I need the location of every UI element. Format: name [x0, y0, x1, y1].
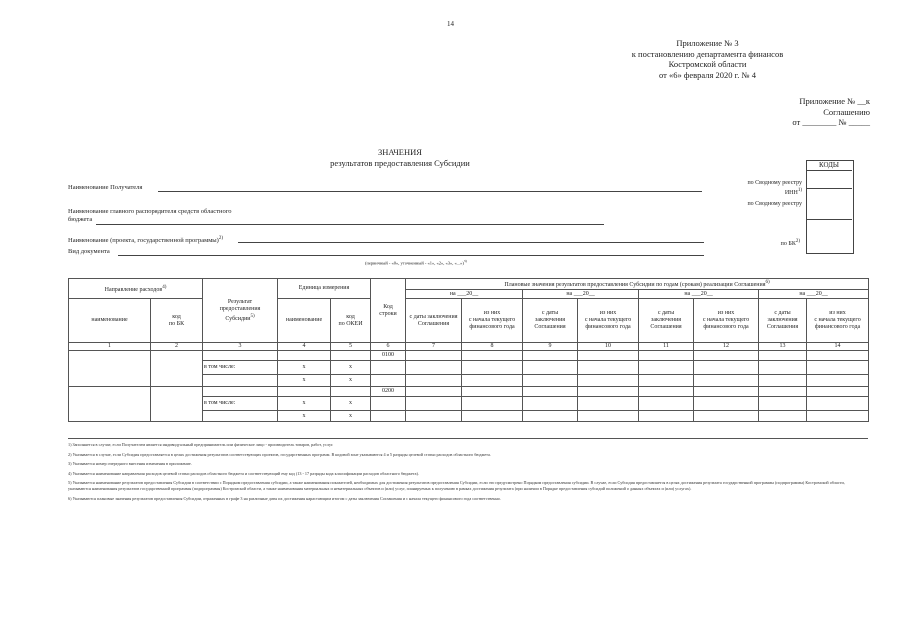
cell-code-bk[interactable] — [151, 387, 203, 422]
cell-value[interactable] — [406, 397, 462, 411]
col-number: 9 — [523, 343, 578, 351]
cell-direction-name[interactable] — [69, 387, 151, 422]
cell-line: 0100 — [371, 351, 406, 361]
cell-result[interactable]: в том числе: — [203, 397, 278, 411]
th-of-them-line: из них — [717, 310, 735, 316]
cell-code-bk[interactable] — [151, 351, 203, 387]
cell-value[interactable] — [807, 387, 869, 397]
cell-value[interactable] — [759, 361, 807, 375]
th-result — [203, 279, 278, 343]
th-from-date — [406, 299, 462, 343]
th-of-them-line: с начала текущего — [468, 317, 516, 323]
cell-value[interactable] — [523, 361, 578, 375]
cell-value[interactable] — [807, 375, 869, 387]
cell-value[interactable] — [578, 375, 639, 387]
cell-value[interactable] — [694, 351, 759, 361]
th-of-them-line: финансового года — [814, 324, 861, 330]
appendix-top — [615, 38, 800, 80]
title-sub: результатов предоставления Субсидии — [330, 158, 470, 168]
field-manager-label-1: Наименование главного распорядителя средств областного — [68, 208, 232, 215]
appendix-top-line: Приложение № 3 — [676, 38, 739, 48]
cell-value[interactable] — [578, 351, 639, 361]
title-main: ЗНАЧЕНИЯ — [378, 147, 422, 157]
cell-value[interactable] — [807, 361, 869, 375]
table-row — [69, 351, 869, 361]
cell-line — [371, 397, 406, 411]
cell-result[interactable] — [203, 411, 278, 422]
cell-value[interactable] — [523, 411, 578, 422]
cell-unit: x — [278, 397, 331, 411]
footnote-ref: 6) — [765, 280, 770, 285]
document-title — [300, 147, 500, 169]
cell-value[interactable] — [807, 397, 869, 411]
th-planned — [406, 279, 869, 290]
cell-value[interactable] — [462, 411, 523, 422]
label-bk — [700, 238, 800, 248]
field-doctype-line[interactable] — [118, 255, 704, 256]
cell-value[interactable] — [462, 387, 523, 397]
th-result-line: предоставления — [219, 305, 261, 312]
cell-line — [371, 411, 406, 422]
field-project-line[interactable] — [238, 242, 704, 243]
col-number: 7 — [406, 343, 462, 351]
th-of-them-line: из них — [829, 310, 846, 316]
th-from-date-line: с даты заключения — [409, 313, 458, 320]
col-number: 6 — [371, 343, 406, 351]
th-code-bk-1: код — [172, 313, 181, 320]
cell-value[interactable] — [694, 375, 759, 387]
cell-line — [371, 361, 406, 375]
footnote: 3) Указывается номер очередного внесения изменения в приложение. — [68, 461, 192, 466]
code-cell-svod[interactable] — [806, 189, 852, 220]
field-doctype-hint — [365, 259, 467, 266]
cell-unit: x — [278, 361, 331, 375]
label-inn: ИНН — [784, 190, 798, 196]
cell-value[interactable] — [759, 411, 807, 422]
th-of-them-line: с начала текущего — [814, 317, 861, 323]
footnote-ref: 5) — [250, 313, 255, 319]
th-of-them — [807, 299, 869, 343]
appendix-top-line: от «6» февраля 2020 г. № 4 — [659, 69, 756, 80]
cell-direction-name[interactable] — [69, 351, 151, 387]
cell-okei: x — [331, 411, 371, 422]
th-of-them-line: финансового года — [585, 324, 631, 330]
field-recipient-line[interactable] — [158, 191, 702, 192]
th-unit-name: наименование — [278, 299, 331, 343]
cell-value[interactable] — [578, 397, 639, 411]
cell-result[interactable] — [203, 387, 278, 397]
appendix-top-line: Костромской области — [668, 59, 747, 69]
th-result-line: Результат — [227, 298, 253, 305]
th-of-them-line: из них — [599, 310, 617, 316]
th-from-date — [759, 299, 807, 343]
th-from-date — [523, 299, 578, 343]
cell-value[interactable] — [807, 411, 869, 422]
cell-value[interactable] — [462, 397, 523, 411]
cell-value[interactable] — [694, 397, 759, 411]
th-of-them-line: финансового года — [469, 324, 515, 330]
th-planned-text: Плановые значения результатов предоставления Субсидии по годам (срокам) реализации Соглашения — [504, 282, 766, 288]
cell-value[interactable] — [639, 387, 694, 397]
label-svod-inn — [700, 180, 802, 197]
th-unit: Единица измерения — [278, 279, 371, 299]
code-cell-bk[interactable] — [806, 220, 852, 251]
cell-okei: x — [331, 397, 371, 411]
label-bk-text: по БК — [780, 241, 796, 247]
field-manager-label-2: бюджета — [68, 216, 93, 223]
col-number: 11 — [639, 343, 694, 351]
cell-unit[interactable] — [278, 387, 331, 397]
cell-value[interactable] — [578, 387, 639, 397]
footnote-ref: 1) — [797, 188, 802, 193]
col-number: 12 — [694, 343, 759, 351]
table-row — [69, 387, 869, 397]
th-from-date-line: заключения — [534, 317, 566, 323]
cell-value[interactable] — [406, 387, 462, 397]
th-from-date-line: Соглашения — [650, 324, 682, 330]
cell-unit: x — [278, 411, 331, 422]
th-from-date-line: с даты — [774, 310, 791, 316]
th-from-date-line: Соглашения — [534, 324, 566, 330]
th-name: наименование — [69, 299, 151, 343]
th-of-them-line: с начала текущего — [584, 317, 632, 323]
col-number: 5 — [331, 343, 371, 351]
field-doctype-hint-text: (первичный - «0», уточненный - «1», «2», «3», «...») — [365, 260, 464, 266]
th-result-line: Субсидии — [225, 315, 251, 322]
field-project-text: Наименование (проекта, государственной программы) — [68, 237, 219, 245]
appendix-agreement — [760, 96, 870, 128]
notes-divider — [68, 438, 868, 439]
cell-line: 0200 — [371, 387, 406, 397]
col-number: 2 — [151, 343, 203, 351]
th-code-bk-2: по БК — [168, 320, 185, 327]
th-year: на ___20__ — [406, 290, 523, 299]
cell-value[interactable] — [523, 397, 578, 411]
th-of-them — [462, 299, 523, 343]
col-number: 1 — [69, 343, 151, 351]
cell-value[interactable] — [694, 361, 759, 375]
footnote-ref: 2) — [795, 239, 800, 244]
col-number: 4 — [278, 343, 331, 351]
th-line-code-1: Код — [383, 303, 393, 310]
col-number-row — [69, 343, 869, 351]
cell-value[interactable] — [694, 387, 759, 397]
col-number: 10 — [578, 343, 639, 351]
cell-value[interactable] — [462, 361, 523, 375]
cell-value[interactable] — [523, 375, 578, 387]
field-manager-line[interactable] — [96, 224, 604, 225]
th-from-date-line: с даты — [541, 310, 559, 316]
footnote-ref: 3) — [463, 259, 467, 263]
field-doctype-label: Вид документа — [68, 248, 110, 255]
cell-result[interactable] — [203, 351, 278, 361]
cell-value[interactable] — [759, 397, 807, 411]
cell-okei[interactable] — [331, 387, 371, 397]
th-year: на ___20__ — [523, 290, 639, 299]
col-number: 3 — [203, 343, 278, 351]
th-from-date-line: с даты — [657, 310, 675, 316]
cell-value[interactable] — [639, 397, 694, 411]
cell-value[interactable] — [639, 351, 694, 361]
footnote: 5) Указывается наименование результатов предоставления Субсидии в соответствии с Порядком предоставления субсидии, а также наименования показателей, необходимых для достижения результатов предоставления Субсидии, если это предусмотрено Порядком предоставления субсидии. В случае, если Субсидия предоставляется в целях достижения результата государственной программы (подпрограммы) Костромской области, указываются наименования результатов государственной программы (подпрограммы) Костромской области, а также наименования материальных и нематериальных объектов и (или) услуг, планируемых к получению в рамках достижения результата (при наличии в Порядке предоставления субсидий положений о данных объектах и (или) услугах). — [68, 480, 845, 491]
th-year: на ___20__ — [639, 290, 759, 299]
cell-value[interactable] — [807, 351, 869, 361]
cell-value[interactable] — [523, 351, 578, 361]
results-table — [68, 278, 869, 422]
cell-value[interactable] — [759, 387, 807, 397]
codes-header: КОДЫ — [806, 160, 852, 171]
footnote-ref: 2) — [218, 236, 224, 241]
th-from-date-line: заключения — [650, 317, 682, 323]
cell-value[interactable] — [639, 375, 694, 387]
page-number: 14 — [447, 20, 454, 28]
th-line-code-2: строки — [379, 310, 397, 317]
cell-okei[interactable] — [331, 351, 371, 361]
footnote: 6) Указываются плановые значения результатов предоставления Субсидии, отраженных в графе 3 на различные даты их достижения нарастающим итогом с даты заключения Соглашения и с начала текущего финансового года соответственно. — [68, 495, 501, 501]
th-okei — [331, 299, 371, 343]
th-from-date-line: Соглашения — [417, 320, 450, 327]
th-of-them-line: с начала текущего — [702, 317, 750, 323]
th-direction-text: Направление расходов — [104, 286, 163, 293]
cell-value[interactable] — [406, 361, 462, 375]
cell-result[interactable] — [203, 375, 278, 387]
cell-value[interactable] — [694, 411, 759, 422]
th-direction — [69, 279, 203, 299]
appendix-top-line: к постановлению департамента финансов — [631, 48, 784, 59]
footnote-ref: 4) — [162, 284, 167, 290]
col-number: 8 — [462, 343, 523, 351]
th-line-code — [371, 279, 406, 343]
footnotes — [68, 442, 868, 505]
th-code-bk — [151, 299, 203, 343]
th-from-date-line: заключения — [767, 317, 798, 323]
col-number: 13 — [759, 343, 807, 351]
th-from-date-line: Соглашения — [766, 324, 799, 330]
cell-line — [371, 375, 406, 387]
cell-value[interactable] — [578, 361, 639, 375]
cell-value[interactable] — [639, 411, 694, 422]
cell-value[interactable] — [523, 387, 578, 397]
th-okei-1: код — [346, 313, 355, 320]
th-of-them — [578, 299, 639, 343]
appendix-agreement-line: Соглашению — [823, 106, 870, 117]
th-year: на ___20__ — [759, 290, 869, 299]
field-project-label — [68, 235, 223, 245]
footnote: 1) Заполняется в случае, если Получателем является индивидуальный предприниматель или физическое лицо - производитель товаров, работ, услуг. — [68, 442, 334, 447]
th-of-them — [694, 299, 759, 343]
cell-value[interactable] — [406, 411, 462, 422]
th-from-date — [639, 299, 694, 343]
cell-value[interactable] — [639, 361, 694, 375]
cell-value[interactable] — [406, 351, 462, 361]
cell-value[interactable] — [406, 375, 462, 387]
cell-result[interactable]: в том числе: — [203, 361, 278, 375]
appendix-agreement-line: Приложение № __к — [799, 96, 870, 106]
cell-value[interactable] — [462, 351, 523, 361]
label-svod-inn-line1: по Сводному реестру — [747, 180, 802, 186]
label-svod: по Сводному реестру — [747, 201, 802, 207]
cell-value[interactable] — [462, 375, 523, 387]
cell-unit: x — [278, 375, 331, 387]
footnote: 4) Указывается наименование направления расходов целевой статьи расходов областного бюджета и соответствующий ему код (13 - 17 разряды кода классификации расходов областного бюджета). — [68, 470, 419, 476]
code-cell-inn[interactable] — [806, 170, 852, 189]
appendix-agreement-line: от ________ № _____ — [792, 117, 870, 127]
footnote: 2) Указывается в случае, если Субсидия предоставляется в целях достижения результатов соответствующих проектов, государственных программ. В кодовой зоне указываются 4 и 5 разряды целевой статьи расходов областного бюджета. — [68, 451, 491, 457]
col-number: 14 — [807, 343, 869, 351]
cell-unit[interactable] — [278, 351, 331, 361]
cell-value[interactable] — [759, 351, 807, 361]
cell-okei: x — [331, 375, 371, 387]
field-recipient-label: Наименование Получателя — [68, 184, 143, 191]
th-of-them-line: финансового года — [703, 324, 749, 330]
th-okei-2: по ОКЕИ — [338, 320, 363, 327]
th-of-them-line: из них — [483, 310, 501, 316]
cell-value[interactable] — [759, 375, 807, 387]
cell-value[interactable] — [578, 411, 639, 422]
cell-okei: x — [331, 361, 371, 375]
